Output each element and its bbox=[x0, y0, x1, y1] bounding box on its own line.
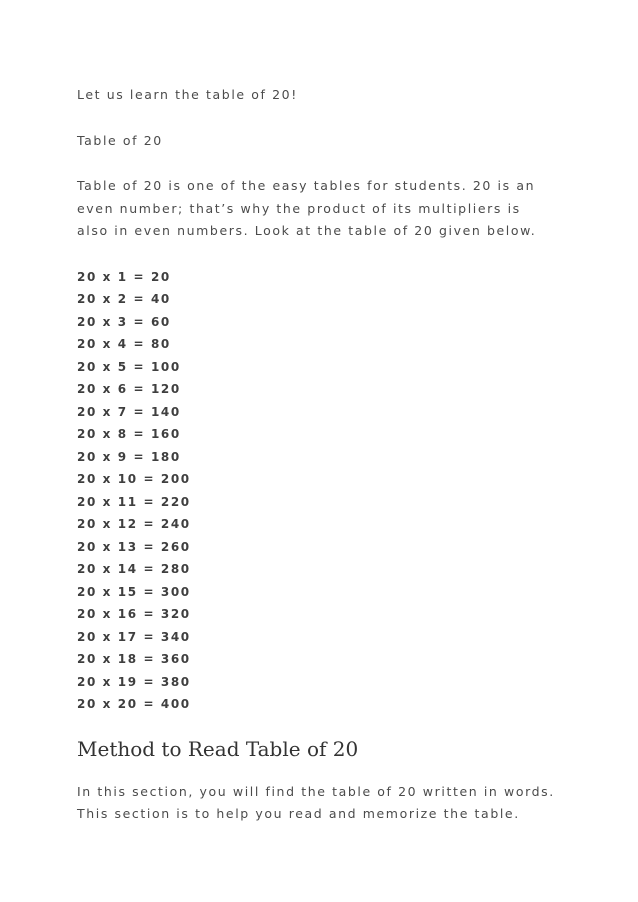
table-row: 20 x 12 = 240 bbox=[77, 517, 191, 531]
table-row: 20 x 9 = 180 bbox=[77, 449, 181, 464]
table-row: 20 x 14 = 280 bbox=[77, 562, 191, 576]
table-row: 20 x 11 = 220 bbox=[77, 494, 191, 509]
table-row: 20 x 5 = 100 bbox=[77, 359, 181, 374]
multiplication-table bbox=[77, 266, 557, 716]
table-row: 20 x 1 = 20 bbox=[77, 269, 171, 284]
table-description: Table of 20 is one of the easy tables for students. 20 is an even number; that’s why the product of its multipliers is also in even numbers. Look at the table of 20 given below. bbox=[77, 178, 537, 238]
table-row: 20 x 18 = 360 bbox=[77, 652, 191, 666]
table-row: 20 x 19 = 380 bbox=[77, 674, 191, 689]
table-row: 20 x 6 = 120 bbox=[77, 382, 181, 396]
table-row: 20 x 10 = 200 bbox=[77, 472, 191, 486]
section-heading: Method to Read Table of 20 bbox=[77, 736, 359, 761]
table-row: 20 x 17 = 340 bbox=[77, 629, 191, 644]
document-page bbox=[77, 84, 557, 826]
intro-text: Let us learn the table of 20! bbox=[77, 87, 298, 102]
table-row: 20 x 4 = 80 bbox=[77, 337, 171, 351]
table-row: 20 x 7 = 140 bbox=[77, 404, 181, 419]
table-row: 20 x 20 = 400 bbox=[77, 697, 191, 711]
table-row: 20 x 3 = 60 bbox=[77, 314, 171, 329]
table-row: 20 x 16 = 320 bbox=[77, 607, 191, 621]
section-text: In this section, you will find the table of 20 written in words. This section is to help you read and memorize the table. bbox=[77, 783, 555, 821]
table-row: 20 x 13 = 260 bbox=[77, 539, 191, 554]
table-subtitle: Table of 20 bbox=[77, 132, 163, 148]
table-row: 20 x 15 = 300 bbox=[77, 584, 191, 599]
table-row: 20 x 8 = 160 bbox=[77, 427, 181, 441]
table-row: 20 x 2 = 40 bbox=[77, 292, 171, 306]
